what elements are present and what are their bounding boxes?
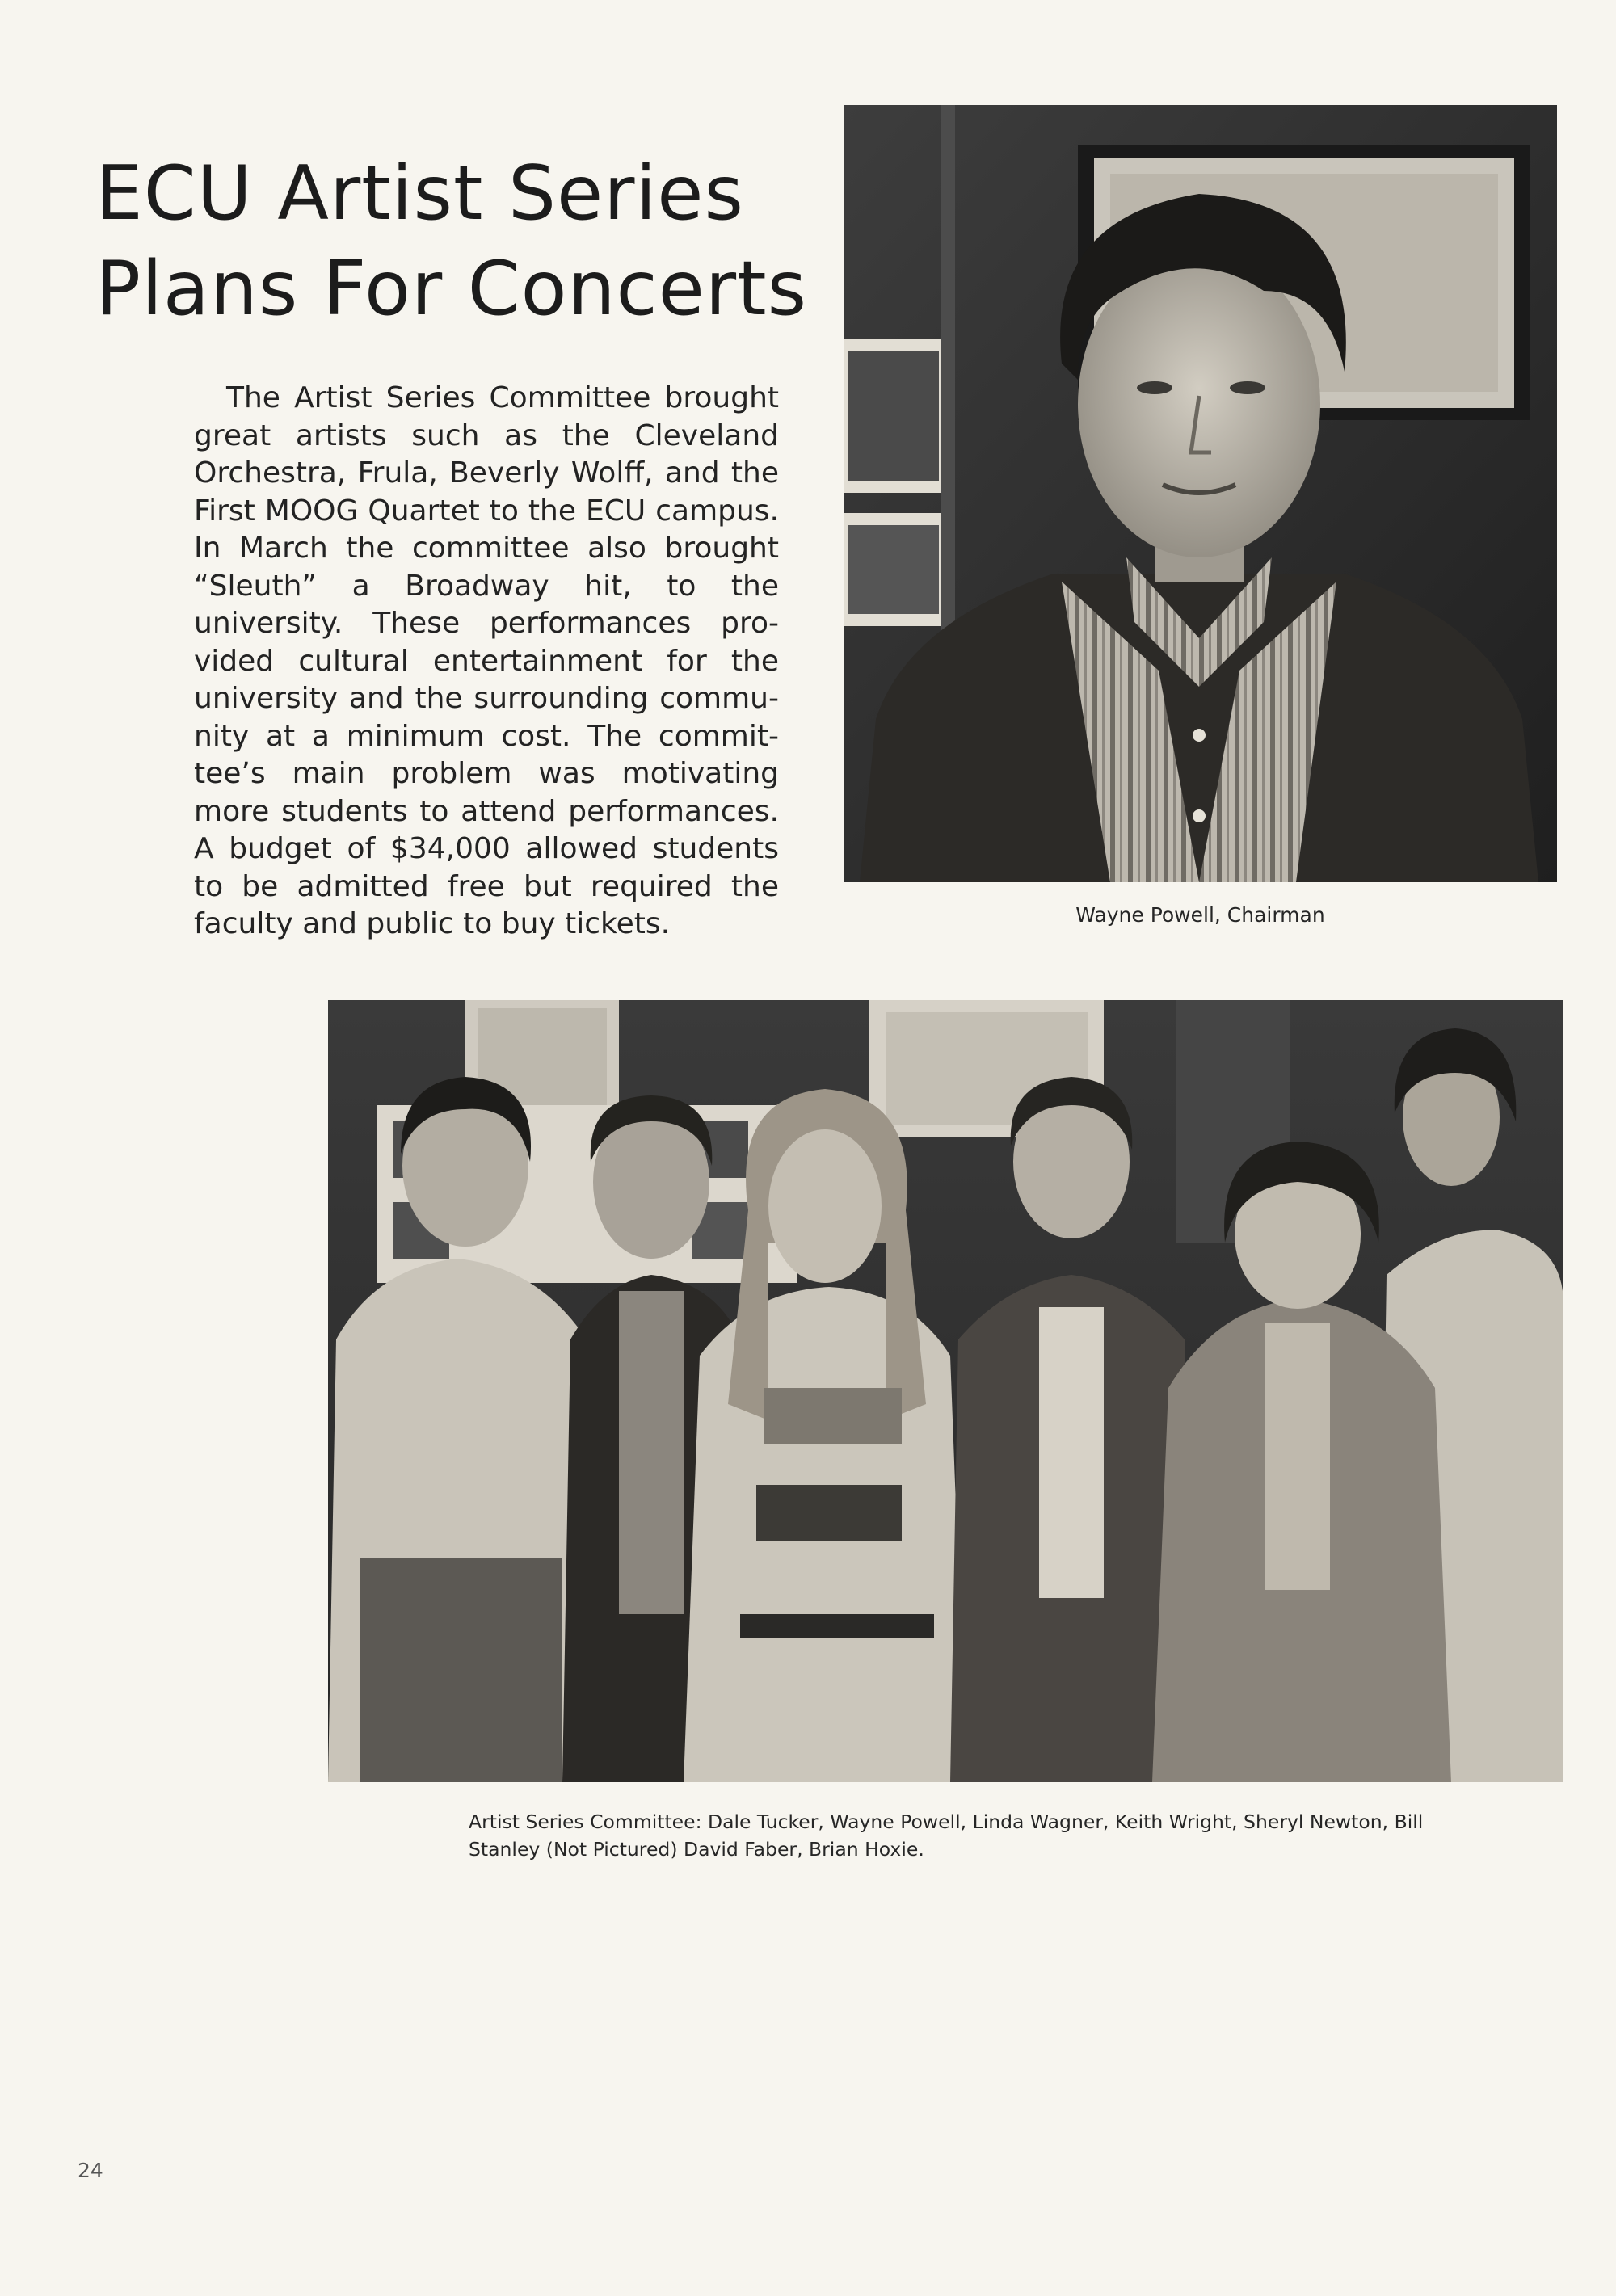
chairman-portrait-photo [844, 105, 1557, 882]
group-caption: Artist Series Committee: Dale Tucker, Wayne Powell, Linda Wagner, Keith Wright, Sheryl Newton, Bill Stanley (Not Pictured) David Faber, Brian Hoxie. [469, 1810, 1424, 1861]
title-line-1: ECU Artist Series [95, 149, 744, 237]
page-number: 24 [78, 2159, 103, 2182]
article-body: The Artist Series Committee brought great artists such as the Cleveland Orchestra, Frula, Beverly Wolff, and the First MOOG Quartet to the ECU campus. In March the committee also brought “Sleuth” a Broadway hit, to the university. These performances provided cultural entertainment for the university and the surrounding community at a minimum cost. The committee’s main problem was motivating more students to attend performances. A budget of $34,000 allowed students to be admitted free but required the faculty and public to buy tickets. [194, 381, 779, 940]
portrait-illustration [844, 105, 1557, 882]
title-line-2: Plans For Concerts [95, 245, 808, 332]
page-title [95, 145, 823, 336]
committee-group-photo [328, 1000, 1563, 1782]
group-illustration [328, 1000, 1563, 1782]
portrait-caption: Wayne Powell, Chairman [1075, 903, 1325, 927]
